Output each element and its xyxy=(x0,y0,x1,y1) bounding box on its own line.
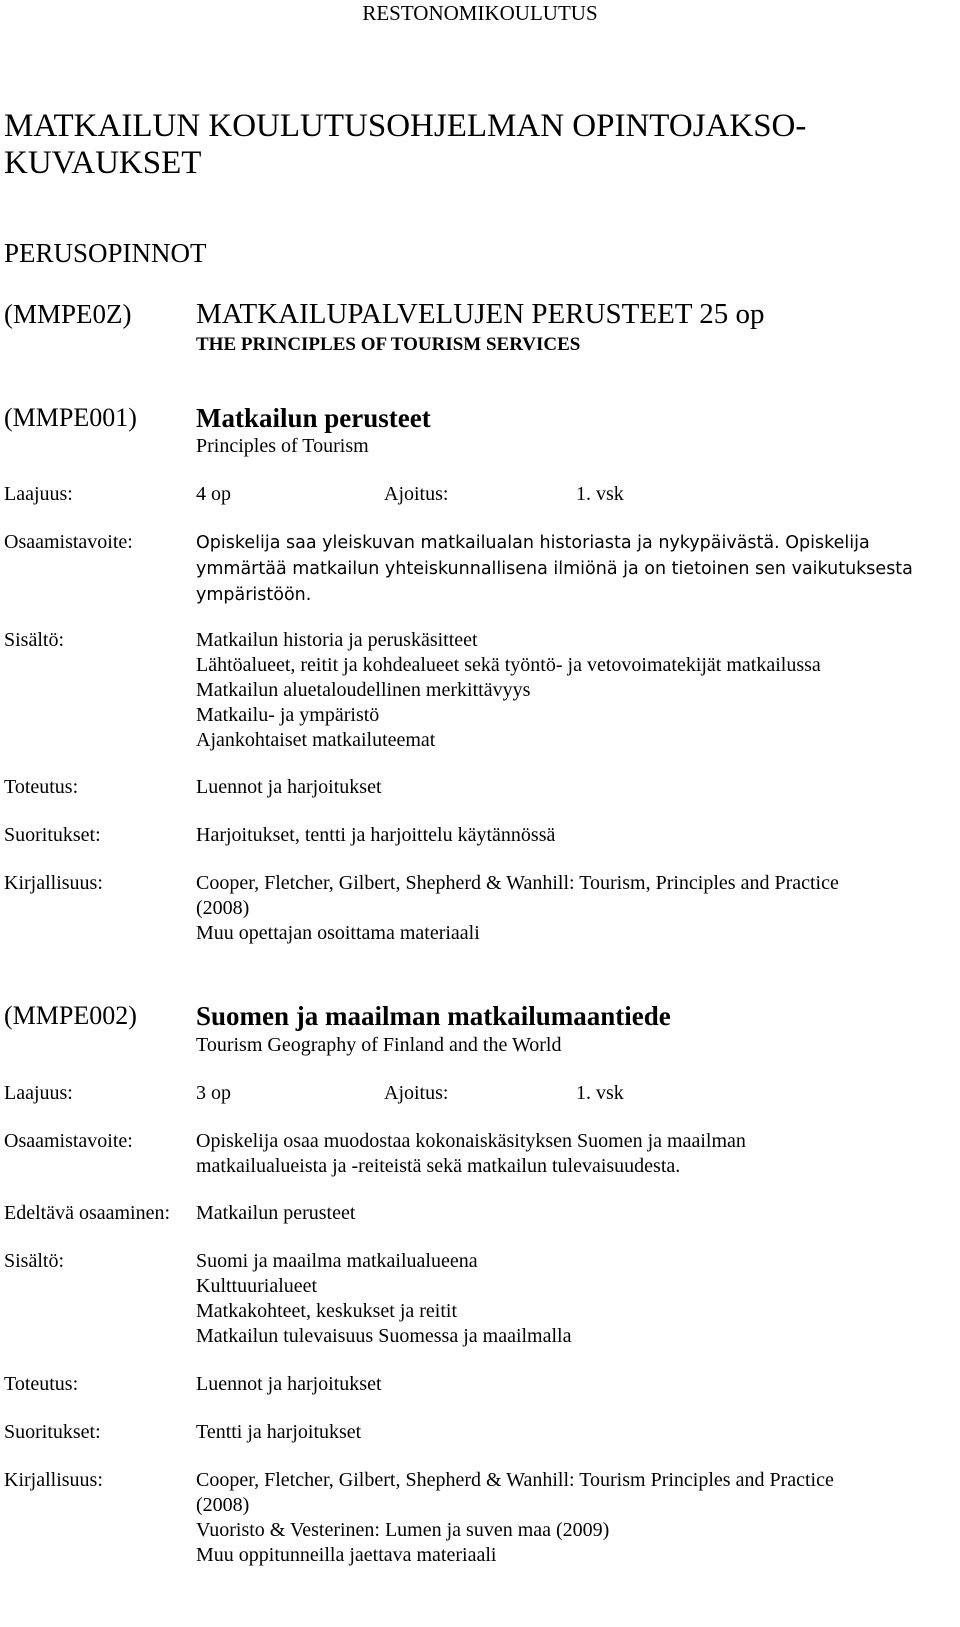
course1-kirjallisuus-list xyxy=(196,871,839,946)
module-subtitle: THE PRINCIPLES OF TOURISM SERVICES xyxy=(196,334,581,355)
document-title-line-1: MATKAILUN KOULUTUSOHJELMAN OPINTOJAKSO- xyxy=(4,108,807,144)
course1-toteutus-value: Luennot ja harjoitukset xyxy=(196,776,382,798)
course1-kirjallisuus-label: Kirjallisuus: xyxy=(4,872,103,894)
list-item: Matkailun tulevaisuus Suomessa ja maailmalla xyxy=(196,1325,572,1347)
course2-edeltava-value: Matkailun perusteet xyxy=(196,1202,356,1224)
list-item: Vuoristo & Vesterinen: Lumen ja suven maa (2009) xyxy=(196,1519,610,1541)
course2-laajuus-value: 3 op xyxy=(196,1082,231,1104)
course1-sisalto-list xyxy=(196,628,821,753)
list-item: Ajankohtaiset matkailuteemat xyxy=(196,729,436,751)
list-item: Suomi ja maailma matkailualueena xyxy=(196,1250,478,1272)
course2-kirjallisuus-list xyxy=(196,1468,834,1568)
course2-laajuus-label: Laajuus: xyxy=(4,1082,73,1104)
list-item: Muu oppitunneilla jaettava materiaali xyxy=(196,1544,497,1566)
course1-osaamistavoite-text xyxy=(196,530,913,608)
course1-laajuus-value: 4 op xyxy=(196,483,231,505)
module-code: (MMPE0Z) xyxy=(4,299,132,329)
course2-toteutus-label: Toteutus: xyxy=(4,1373,79,1395)
text-line: ymmärtää matkailun yhteiskunnallisena ilmiönä ja on tietoinen sen vaikutuksesta xyxy=(196,559,913,579)
text-line: Opiskelija saa yleiskuvan matkailualan historiasta ja nykypäivästä. Opiskelija xyxy=(196,533,870,553)
course1-ajoitus-value: 1. vsk xyxy=(576,483,624,505)
course2-ajoitus-label: Ajoitus: xyxy=(384,1082,449,1104)
course2-toteutus-value: Luennot ja harjoitukset xyxy=(196,1373,382,1395)
course2-sisalto-label: Sisältö: xyxy=(4,1250,65,1272)
course2-title: Suomen ja maailman matkailumaantiede xyxy=(196,1001,671,1031)
list-item: Kulttuurialueet xyxy=(196,1275,318,1297)
course1-laajuus-label: Laajuus: xyxy=(4,483,73,505)
course1-osaamistavoite-label: Osaamistavoite: xyxy=(4,531,133,553)
page-header: RESTONOMIKOULUTUS xyxy=(362,1,598,25)
course2-osaamistavoite-text xyxy=(196,1129,746,1179)
course2-ajoitus-value: 1. vsk xyxy=(576,1082,624,1104)
course1-title: Matkailun perusteet xyxy=(196,403,431,433)
section-heading: PERUSOPINNOT xyxy=(4,238,207,268)
list-item: Matkailun historia ja peruskäsitteet xyxy=(196,629,478,651)
text-line: Opiskelija osaa muodostaa kokonaiskäsityksen Suomen ja maailman xyxy=(196,1130,746,1152)
course1-suoritukset-label: Suoritukset: xyxy=(4,824,101,846)
course1-sisalto-label: Sisältö: xyxy=(4,629,65,651)
course2-suoritukset-label: Suoritukset: xyxy=(4,1421,101,1443)
list-item: Cooper, Fletcher, Gilbert, Shepherd & Wanhill: Tourism Principles and Practice xyxy=(196,1469,834,1491)
list-item: Matkailu- ja ympäristö xyxy=(196,704,380,726)
list-item: Matkailun aluetaloudellinen merkittävyys xyxy=(196,679,531,701)
course1-subtitle: Principles of Tourism xyxy=(196,435,369,457)
course1-suoritukset-value: Harjoitukset, tentti ja harjoittelu käytännössä xyxy=(196,824,556,846)
course2-kirjallisuus-label: Kirjallisuus: xyxy=(4,1469,103,1491)
course2-osaamistavoite-label: Osaamistavoite: xyxy=(4,1130,133,1152)
list-item: Cooper, Fletcher, Gilbert, Shepherd & Wanhill: Tourism, Principles and Practice xyxy=(196,872,839,894)
document-title-line-2: KUVAUKSET xyxy=(4,145,202,181)
course1-toteutus-label: Toteutus: xyxy=(4,776,79,798)
text-line: matkailualueista ja -reiteistä sekä matkailun tulevaisuudesta. xyxy=(196,1155,681,1177)
list-item: Matkakohteet, keskukset ja reitit xyxy=(196,1300,458,1322)
course2-edeltava-label: Edeltävä osaaminen: xyxy=(4,1202,171,1224)
module-title: MATKAILUPALVELUJEN PERUSTEET 25 op xyxy=(196,298,765,330)
course1-code: (MMPE001) xyxy=(4,403,137,432)
list-item: (2008) xyxy=(196,1494,250,1516)
course2-suoritukset-value: Tentti ja harjoitukset xyxy=(196,1421,362,1443)
course2-sisalto-list xyxy=(196,1249,571,1349)
list-item: Muu opettajan osoittama materiaali xyxy=(196,922,480,944)
course2-code: (MMPE002) xyxy=(4,1001,137,1030)
course2-subtitle: Tourism Geography of Finland and the World xyxy=(196,1034,562,1056)
text-line: ympäristöön. xyxy=(196,585,312,605)
course1-ajoitus-label: Ajoitus: xyxy=(384,483,449,505)
list-item: Lähtöalueet, reitit ja kohdealueet sekä työntö- ja vetovoimatekijät matkailussa xyxy=(196,654,821,676)
list-item: (2008) xyxy=(196,897,250,919)
